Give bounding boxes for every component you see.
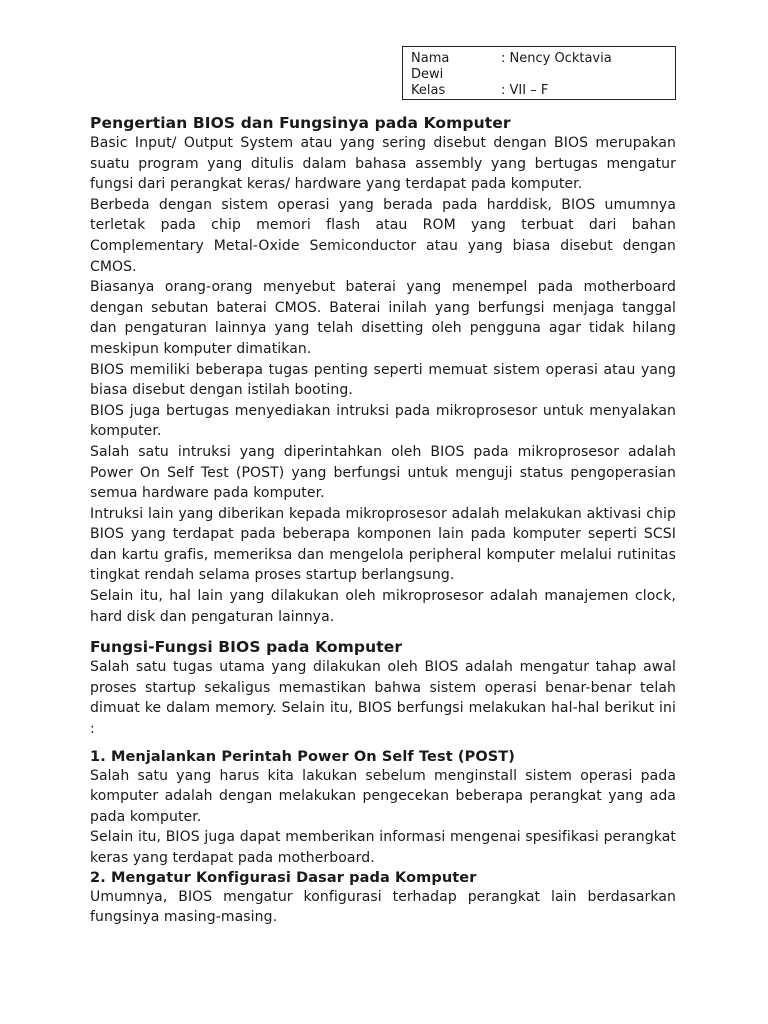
section2-intro: Salah satu tugas utama yang dilakukan oleh BIOS adalah mengatur tahap awal proses startup sekaligus memastikan bahwa sistem operasi benar-benar telah dimuat ke dalam memory. Selain itu, BIOS berfungsi melakukan hal-hal berikut ini :	[90, 659, 676, 738]
list-spacer	[90, 740, 676, 748]
section1-paragraph: BIOS memiliki beberapa tugas penting seperti memuat sistem operasi atau yang biasa disebut dengan istilah booting.	[90, 361, 676, 399]
item2-title: 2. Mengatur Konfigurasi Dasar pada Komputer	[90, 869, 477, 886]
section1-paragraph: Selain itu, hal lain yang dilakukan oleh mikroprosesor adalah manajemen clock, hard disk dan pengaturan lainnya.	[90, 588, 676, 625]
item1-paragraph: Salah satu yang harus kita lakukan sebelum menginstall sistem operasi pada komputer adalah dengan melakukan pengecekan beberapa perangkat yang ada pada komputer.	[90, 767, 676, 825]
section1-paragraph: BIOS juga bertugas menyediakan intruksi pada mikroprosesor untuk menyalakan komputer.	[90, 402, 676, 440]
section1-paragraph: Biasanya orang-orang menyebut baterai yang menempel pada motherboard dengan sebutan baterai CMOS. Baterai inilah yang berfungsi menjaga tanggal dan pengaturan lainnya yang telah disetting oleh pengguna agar tidak hilang meskipun komputer dimatikan.	[90, 279, 676, 357]
item1-paragraph: Selain itu, BIOS juga dapat memberikan informasi mengenai spesifikasi perangkat keras yang terdapat pada motherboard.	[90, 829, 676, 866]
section-spacer	[90, 627, 676, 637]
student-info-box	[402, 46, 676, 100]
class-row	[411, 83, 667, 99]
name-row	[411, 51, 667, 67]
section2-title: Fungsi-Fungsi BIOS pada Komputer	[90, 638, 403, 657]
name-value-continued: Dewi	[411, 67, 444, 82]
name-continuation-row	[411, 67, 667, 83]
document-body	[90, 113, 676, 928]
section1-paragraph: Intruksi lain yang diberikan kepada mikroprosesor adalah melakukan aktivasi chip BIOS yang terdapat pada beberapa komponen lain pada komputer seperti SCSI dan kartu grafis, memeriksa dan mengelola peripheral komputer melalui rutinitas tingkat rendah selama proses startup berlangsung.	[90, 505, 676, 584]
section1-paragraph: Berbeda dengan sistem operasi yang berada pada harddisk, BIOS umumnya terletak pada chip memori flash atau ROM yang terbuat dari bahan Complementary Metal-Oxide Semiconductor atau yang biasa disebut dengan CMOS.	[90, 196, 676, 275]
name-label: Nama	[411, 51, 450, 66]
section1-title: Pengertian BIOS dan Fungsinya pada Komputer	[90, 114, 511, 132]
section1-paragraph: Salah satu intruksi yang diperintahkan oleh BIOS pada mikroprosesor adalah Power On Self Test (POST) yang berfungsi untuk menguji status pengoperasian semua hardware pada komputer.	[90, 443, 676, 502]
class-label: Kelas	[411, 83, 446, 98]
name-value: : Nency Ocktavia	[501, 51, 612, 66]
item1-title: 1. Menjalankan Perintah Power On Self Test (POST)	[90, 748, 516, 765]
class-value: : VII – F	[501, 83, 549, 98]
item2-paragraph: Umumnya, BIOS mengatur konfigurasi terhadap perangkat lain berdasarkan fungsinya masing-masing.	[90, 888, 676, 926]
section1-paragraph: Basic Input/ Output System atau yang sering disebut dengan BIOS merupakan suatu program yang ditulis dalam bahasa assembly yang bertugas mengatur fungsi dari perangkat keras/ hardware yang terdapat pada komputer.	[90, 135, 676, 193]
